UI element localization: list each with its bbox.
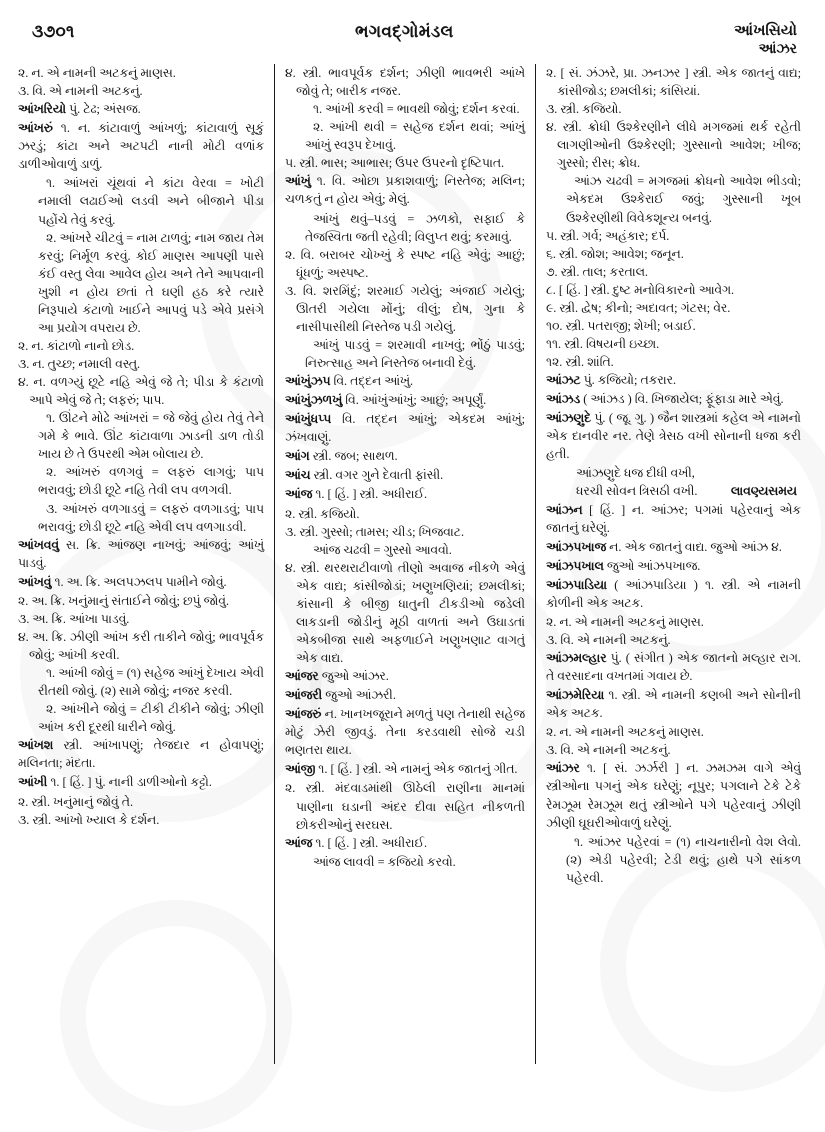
- text-columns: [18, 64, 807, 1064]
- dictionary-entry: [546, 501, 801, 537]
- entry-definition: વિ. તદ્દન આંખું; એકદમ આંખું; ઝંખવાણું.: [285, 412, 525, 445]
- dictionary-entry: [546, 759, 801, 831]
- entry-headword: આંજરું: [285, 707, 322, 722]
- entry-definition: જુઓ આંઝપખાજ.: [603, 558, 701, 573]
- entry-definition: ૧. સ્ત્રી. એ નામની કણબી અને સોનીની એક અટક.: [546, 688, 801, 721]
- idiom-subsense: ૧. આંઝર પહેરવાં = (૧) નાચનારીનો વેશ લેવો. (૨) એડી પહેરવી; ટેડી થવું; હાથે પગે સાંકળ પહેરવી.: [566, 834, 801, 885]
- verse-citation: લાવણ્યસમય: [730, 484, 797, 499]
- numbered-sense: ૧૨. સ્ત્રી. શાંતિ.: [546, 355, 614, 369]
- entry-definition: પું. કજિયો; તકરાર.: [580, 373, 677, 388]
- entry-definition: ન. એક જાતનું વાદ્ય. જુઓ આંઝ ૪.: [606, 539, 782, 554]
- guide-word-last: આંઝર: [758, 41, 797, 57]
- entry-headword: આંખરિયો: [18, 102, 67, 117]
- entry-headword: આંજરી: [285, 688, 323, 703]
- entry-headword: આંજ: [285, 835, 313, 850]
- entry-definition: સ. ક્રિ. આંજણ નાખવું; આંજવું; આંખું પાડવું.: [18, 537, 264, 570]
- numbered-sense: ૧૧. સ્ત્રી. વિષયની ઇચ્છા.: [546, 336, 660, 351]
- numbered-sense: ૩. અ. ક્રિ. આંખા પાડવું.: [18, 611, 130, 626]
- dictionary-entry: [546, 538, 801, 556]
- dictionary-entry: [546, 686, 801, 722]
- numbered-sense: ૩. વિ. એ નામની અટકનું.: [546, 743, 671, 758]
- entry-definition: વિ. તદ્દન આંખું.: [330, 374, 414, 389]
- numbered-sense: ૨. વિ. બરાબર ચોખ્ખું કે સ્પષ્ટ નહિ એવું; આછું; ધૂંધળું; અસ્પષ્ટ.: [285, 247, 525, 280]
- idiom-subsense: ૨. આંખી થવી = સહેજ દર્શન થવાં; આંખું આંખું સ્વરૂપ દેખાવું.: [305, 120, 525, 153]
- dictionary-entry: [18, 119, 264, 173]
- verse-text: ધરચી સોવન ત્રિસઠી વખી.: [576, 484, 698, 499]
- dictionary-entry: [18, 773, 264, 791]
- entry-definition: ૧. [ હિં. ] સ્ત્રી. અધીરાઈ.: [312, 835, 428, 850]
- idiom-subsense: ૨. આંખીને જોવું = ટીકી ટીકીને જોવું; ઝીણી આંખ કરી દૂરથી ધારીને જોવું.: [38, 702, 264, 735]
- idiom-subsense: ૧. આંખી કરવી = ભાવથી જોવું; દર્શન કરવાં.: [313, 102, 520, 117]
- dictionary-entry: [285, 667, 525, 685]
- entry-definition: જુઓ આંઝરી.: [322, 688, 396, 703]
- numbered-sense: ૨. સ્ત્રી. મંદવાડમાંથી ઊઠેલી રાણીના માનમાં પાણીના ઘડાની અંદર દીવા સહિત નીકળતી છોકરીઓનું સરઘસ.: [285, 781, 525, 832]
- numbered-sense: ૨. ન. એ નામની અટકનું માણસ.: [546, 614, 704, 629]
- column-1: [18, 64, 274, 1064]
- numbered-sense: ૩. સ્ત્રી. આંખો ખ્યાલ કે દર્શન.: [18, 812, 160, 827]
- entry-headword: આંખુંઝપ: [285, 374, 331, 389]
- numbered-sense: ૨. સ્ત્રી. ખનુંમાનું જોવું તે.: [18, 794, 134, 809]
- entry-definition: સ્ત્રી. આંખાપણું; તેજદાર ન હોવાપણું; મલિનતા; મંદતા.: [18, 738, 264, 771]
- entry-headword: આંગ: [285, 449, 310, 464]
- entry-definition: ( આંઝડ ) વિ. ખિજાયેલ; ફૂંફાડા મારે એવું.: [580, 392, 784, 407]
- dictionary-entry: [546, 557, 801, 575]
- dictionary-entry: [285, 172, 525, 208]
- dictionary-entry: [18, 736, 264, 772]
- numbered-sense: ૩. વિ. શરમિંદું; શરમાઈ ગયેલું; અંજાઈ ગયેલું; ઊતરી ગયેલા મોંનું; વીલું; દોષ, ગુના કે નાસીપાસીથી નિસ્તેજ પડી ગયેલું.: [285, 283, 525, 334]
- entry-headword: આંઝપખાજ: [546, 539, 607, 554]
- guide-word-first: આંખસિયો: [733, 23, 797, 39]
- entry-headword: આંખવવું: [18, 537, 60, 552]
- numbered-sense: ૨. [ સં. ઝંઝરે, પ્રા. ઝનઝર ] સ્ત્રી. એક જાતનું વાદ્ય; કાંસીજોડ; છમલીકાં; કાંસિયાં.: [546, 66, 801, 99]
- numbered-sense: ૮. [ હિં. ] સ્ત્રી. દુષ્ટ મનોવિકારનો આવેગ.: [546, 282, 735, 297]
- numbered-sense: ૨. સ્ત્રી. કજિયો.: [285, 506, 360, 521]
- idiom-subsense: આંજ લાવવી = કજિયો કરવો.: [313, 854, 456, 869]
- entry-headword: આંઝપખાલ: [546, 558, 604, 573]
- dictionary-entry: [18, 536, 264, 572]
- column-2: [274, 64, 536, 1064]
- guide-words: [734, 14, 797, 58]
- numbered-sense: ૬. સ્ત્રી. જોશ; આવેશ; જનૂન.: [546, 246, 684, 261]
- verse-text: આંઝણુદે ધજ દીધી વખી,: [576, 466, 695, 481]
- numbered-sense: ૩. સ્ત્રી. કજિયો.: [546, 102, 622, 117]
- dictionary-entry: [546, 390, 801, 408]
- numbered-sense: ૪. સ્ત્રી. ભાવપૂર્વક દર્શન; ઝીણી ભાવભરી આંખે જોવું તે; બારીક નજર.: [285, 66, 525, 99]
- entry-definition: સ્ત્રી. વગર ગુને દેવાતી ફાંસી.: [310, 468, 444, 483]
- dictionary-entry: [546, 371, 801, 389]
- idiom-subsense: ૨. આંખરું વળગવું = લફરું લાગવું; પાપ ભરાવવું; છોડી છૂટે નહિ તેવી લપ વળગવી.: [38, 465, 264, 498]
- entry-headword: આંઝણુદે: [546, 411, 591, 426]
- entry-definition: પું. ( સંગીત ) એક જાતનો મલ્હાર રાગ. તે વરસાદના વખતમાં ગવાય છે.: [546, 651, 801, 684]
- dictionary-entry: [285, 391, 525, 409]
- entry-headword: આંઝમેરિયા: [546, 688, 605, 703]
- entry-definition: ૧. વિ. ઓછા પ્રકાશવાળું; નિસ્તેજ; મલિન; ચળકતું ન હોય એવું; મેલું.: [285, 174, 525, 207]
- entry-headword: આંઝપાડિયા: [546, 577, 607, 592]
- idiom-subsense: આંખું પાડવું = શરમાવી નાખવું; ભોંઠું પાડવું; નિરુત્સાહ અને નિસ્તેજ બનાવી દેવું.: [305, 337, 525, 370]
- numbered-sense: ૨. ન. એ નામની અટકનું માણસ.: [18, 66, 176, 80]
- idiom-subsense: ૩. આંખરું વળગાડવું = લફરું વળગાડવું; પાપ ભરાવવું; છોડી છૂટે નહિ એવી લપ વળગાડવી.: [38, 501, 264, 534]
- entry-headword: આંખું: [285, 174, 311, 189]
- entry-headword: આંજર: [285, 669, 319, 684]
- entry-headword: આંઝટ: [546, 373, 581, 388]
- idiom-subsense: ૧. આંખી જોવું = (૧) સહેજ આંખું દેખાય એવી રીતથી જોવું. (૨) સામે જોવું; નજર કરવી.: [38, 666, 264, 699]
- dictionary-entry: [18, 100, 264, 118]
- idiom-subsense: આંઝ ચઢવી = મગજમાં ક્રોધનો આવેશ ભીડવો; એકદમ ઉશ્કેરાઈ જવું; ગુસ્સાની ખૂબ ઉશ્કેરણીથી વિવેકશૂન્ય બનવું.: [566, 174, 801, 225]
- entry-definition: ૧. [ હિં. ] સ્ત્રી. અધીરાઈ.: [312, 487, 428, 502]
- column-3: [536, 64, 801, 1064]
- entry-definition: ૧. ન. કાંટાવાળું આંખળું; કાંટાવાળું સૂકું ઝરડું; કાંટા અને અટપટી નાની મોટી વળાંક ડાળીઓવાળું ડાળું.: [18, 121, 264, 172]
- dictionary-entry: [546, 409, 801, 463]
- dictionary-entry: [285, 447, 525, 465]
- numbered-sense: ૪. ન. વળગ્યું છૂટે નહિ એવું જે તે; પીડા કે કંટાળો આપે એવું જે તે; લફરું; પાપ.: [18, 375, 264, 408]
- numbered-sense: ૧૦. સ્ત્રી. પતરાજી; શેખી; બડાઈ.: [546, 318, 696, 333]
- numbered-sense: ૩. વિ. એ નામની અટકનું.: [546, 632, 671, 647]
- entry-headword: આંજ: [285, 487, 313, 502]
- dictionary-entry: [285, 686, 525, 704]
- idiom-subsense: ૧. આંખરાં ચૂંથવાં ને કાંટા વેરવા = ખોટી નમાલી લઢાઈઓ લડવી અને બીજાને પીડા પહોંચે તેવું કરવું.: [38, 176, 264, 227]
- entry-definition: સ્ત્રી. જબ; સાથળ.: [309, 449, 398, 464]
- numbered-sense: ૫. સ્ત્રી. ભાસ; આભાસ; ઉપર ઉપરનો દૃષ્ટિપાત.: [285, 156, 505, 171]
- numbered-sense: ૯. સ્ત્રી. દ્વેષ; કીનો; અદાવત; ગંટસ; વેર.: [546, 300, 731, 315]
- entry-definition: ૧. અ. ક્રિ. અલપઝલપ પામીને જોવું.: [51, 574, 227, 589]
- entry-headword: આંજી: [285, 762, 316, 777]
- entry-headword: આંખુંધપ્પ: [285, 412, 332, 427]
- numbered-sense: ૪. સ્ત્રી. ક્રોધી ઉશ્કેરણીને લીધે મગજમાં થર્ક રહેતી લાગણીઓની ઉશ્કેરણી; ગુસ્સાનો આવેશ; ખીજ; ગુસ્સો; રીસ; ક્રોધ.: [546, 120, 801, 171]
- entry-headword: આંખશ: [18, 738, 54, 753]
- entry-definition: ૧. [ સં. ઝર્ઝરી ] ન. ઝમઝમ વાગે એવું સ્ત્રીઓના પગનું એક ઘરેણું; નૂપુર; પગલાને ટેકે ટેકે રેમઝૂમ રેમઝૂમ થતું સ્ત્રીઓને પગે પહેરવાનું ઝીણી ઝીણી ઘૂઘરીઓવાળું ઘરેણું.: [546, 761, 801, 830]
- entry-headword: આંખી: [18, 775, 48, 790]
- dictionary-entry: [285, 834, 525, 852]
- dictionary-entry: [285, 410, 525, 446]
- numbered-sense: ૨. અ. ક્રિ. ખનુંમાનું સંતાઈને જોવું; છપું જોવું.: [18, 593, 230, 608]
- entry-definition: ૧. [ હિં. ] પું. નાની ડાળીઓનો કટ્ટો.: [47, 775, 212, 790]
- dictionary-entry: [285, 705, 525, 759]
- verse-line: [546, 464, 801, 482]
- dictionary-entry: [285, 372, 525, 390]
- entry-definition: પું. ( જૂ. ગુ. ) જૈન શાસ્ત્રમાં કહેલ એ નામનો એક દાનવીર નર. તેણે ત્રેસઠ વખી સોનાની ધજા કરી હતી.: [546, 411, 801, 462]
- running-head: [18, 14, 807, 58]
- idiom-subsense: ૧. ઊંટને મોઢે આંખરાં = જે જેવું હોય તેવું તેને ગમે કે ભાવે. ઊંટ કાંટાવાળા ઝાડની ડાળ તોડી ખાય છે તે ઉપરથી એમ બોલાય છે.: [38, 411, 264, 462]
- idiom-subsense: આંજ ચઢવી = ગુસ્સો આવવો.: [313, 542, 452, 557]
- numbered-sense: ૩. વિ. એ નામની અટકનું.: [18, 84, 143, 99]
- entry-definition: ન. ખાનખજૂરાને મળતું પણ તેનાથી સહેજ મોટું ઝેરી જીવડું. તેના કરડવાથી સોજે ચડી ભણતરા થાય.: [285, 707, 525, 758]
- numbered-sense: ૩. સ્ત્રી. ગુસ્સો; તામસ; ચીડ; ખિજવાટ.: [285, 524, 465, 539]
- page-number: ૩૭૦૧: [32, 22, 75, 41]
- entry-definition: જુઓ આંઝર.: [318, 669, 389, 684]
- numbered-sense: ૨. ન. કાંટાળો નાનો છોડ.: [18, 338, 135, 353]
- dictionary-entry: [285, 760, 525, 778]
- numbered-sense: ૭. સ્ત્રી. તાલ; કરતાલ.: [546, 264, 649, 279]
- entry-definition: વિ. આંખુંઆંખું; આછું; અપૂર્ણું.: [342, 393, 487, 408]
- numbered-sense: ૨. ન. એ નામની અટકનું માણસ.: [546, 725, 704, 740]
- entry-headword: આંઝર: [546, 761, 580, 776]
- entry-definition: પું. ટેઢ; અંસજ.: [66, 102, 141, 117]
- entry-headword: આંઝમલ્હાર: [546, 651, 607, 665]
- entry-headword: આંચ: [285, 468, 311, 483]
- entry-definition: ( આંઝપાડિયા ) ૧. સ્ત્રી. એ નામની કોળીની એક અટક.: [546, 577, 801, 610]
- dictionary-entry: [18, 573, 264, 591]
- entry-definition: [ હિં. ] ન. આંઝર; પગમાં પહેરવાનું એક જાતનું ઘરેણું.: [546, 502, 801, 535]
- dictionary-entry: [546, 649, 801, 685]
- dictionary-entry: [285, 466, 525, 484]
- numbered-sense: ૪. અ. ક્રિ. ઝીણી આંખ કરી તાકીને જોવું; ભાવપૂર્વક જોવું; આંખી કરવી.: [18, 629, 264, 662]
- numbered-sense: ૩. ન. તુચ્છ; નમાલી વસ્તુ.: [18, 357, 141, 371]
- dictionary-entry: [285, 485, 525, 503]
- entry-headword: આંખરું: [18, 121, 53, 136]
- idiom-subsense: ૨. આંખરે ચીટવું = નામ ટાળવું; નામ જાય તેમ કરવું; નિર્મૂળ કરવું. કોઈ માણસ આપણી પાસે કંઈ વસ્તુ લેવા આવેલ હોય અને તેને આપવાની ખુશી ન હોય છતાં તે ઘણી હઠ કરે ત્યારે નિરૂપાયે કંટાળો ખાઈને આપવું પડે એવે પ્રસંગે આ પ્રયોગ વપરાય છે.: [38, 230, 264, 335]
- entry-headword: આંખવું: [18, 574, 52, 589]
- entry-headword: આંઝન: [546, 502, 583, 517]
- dictionary-entry: [546, 576, 801, 612]
- entry-headword: આંખુંઝળખું: [285, 393, 343, 408]
- idiom-subsense: આંખું થવું–પડવું = ઝળકો, સફાઈ કે તેજસ્વિતા જતી રહેવી; વિલુપ્ત થવું; કરમાવું.: [305, 211, 525, 244]
- entry-headword: આંઝડ: [546, 392, 581, 407]
- numbered-sense: ૪. સ્ત્રી. થરથરાટીવાળો તીણો અવાજ નીકળે એવું એક વાદ્ય; કાંસીજોડાં; ખણુખણિયાં; છમલીકાં; કાંસાની કે બીજી ધાતુની ટીકડીઓ જડેલી લાકડાની જોડીનું મૂઠી વાળતાં અને ઉઘાડતાં એકબીજા સાથે અફળાઈને ખણુખણાટ વાગતું એક વાદ્ય.: [285, 560, 525, 665]
- entry-definition: ૧. [ હિં. ] સ્ત્રી. એ નામનું એક જાતનું ગીત.: [315, 762, 518, 777]
- book-title: ભગવદ્‌ગોમંડલ: [354, 22, 454, 41]
- numbered-sense: ૫. સ્ત્રી. ગર્વ; અહંકાર; દર્પ.: [546, 228, 670, 243]
- verse-line: [546, 482, 801, 500]
